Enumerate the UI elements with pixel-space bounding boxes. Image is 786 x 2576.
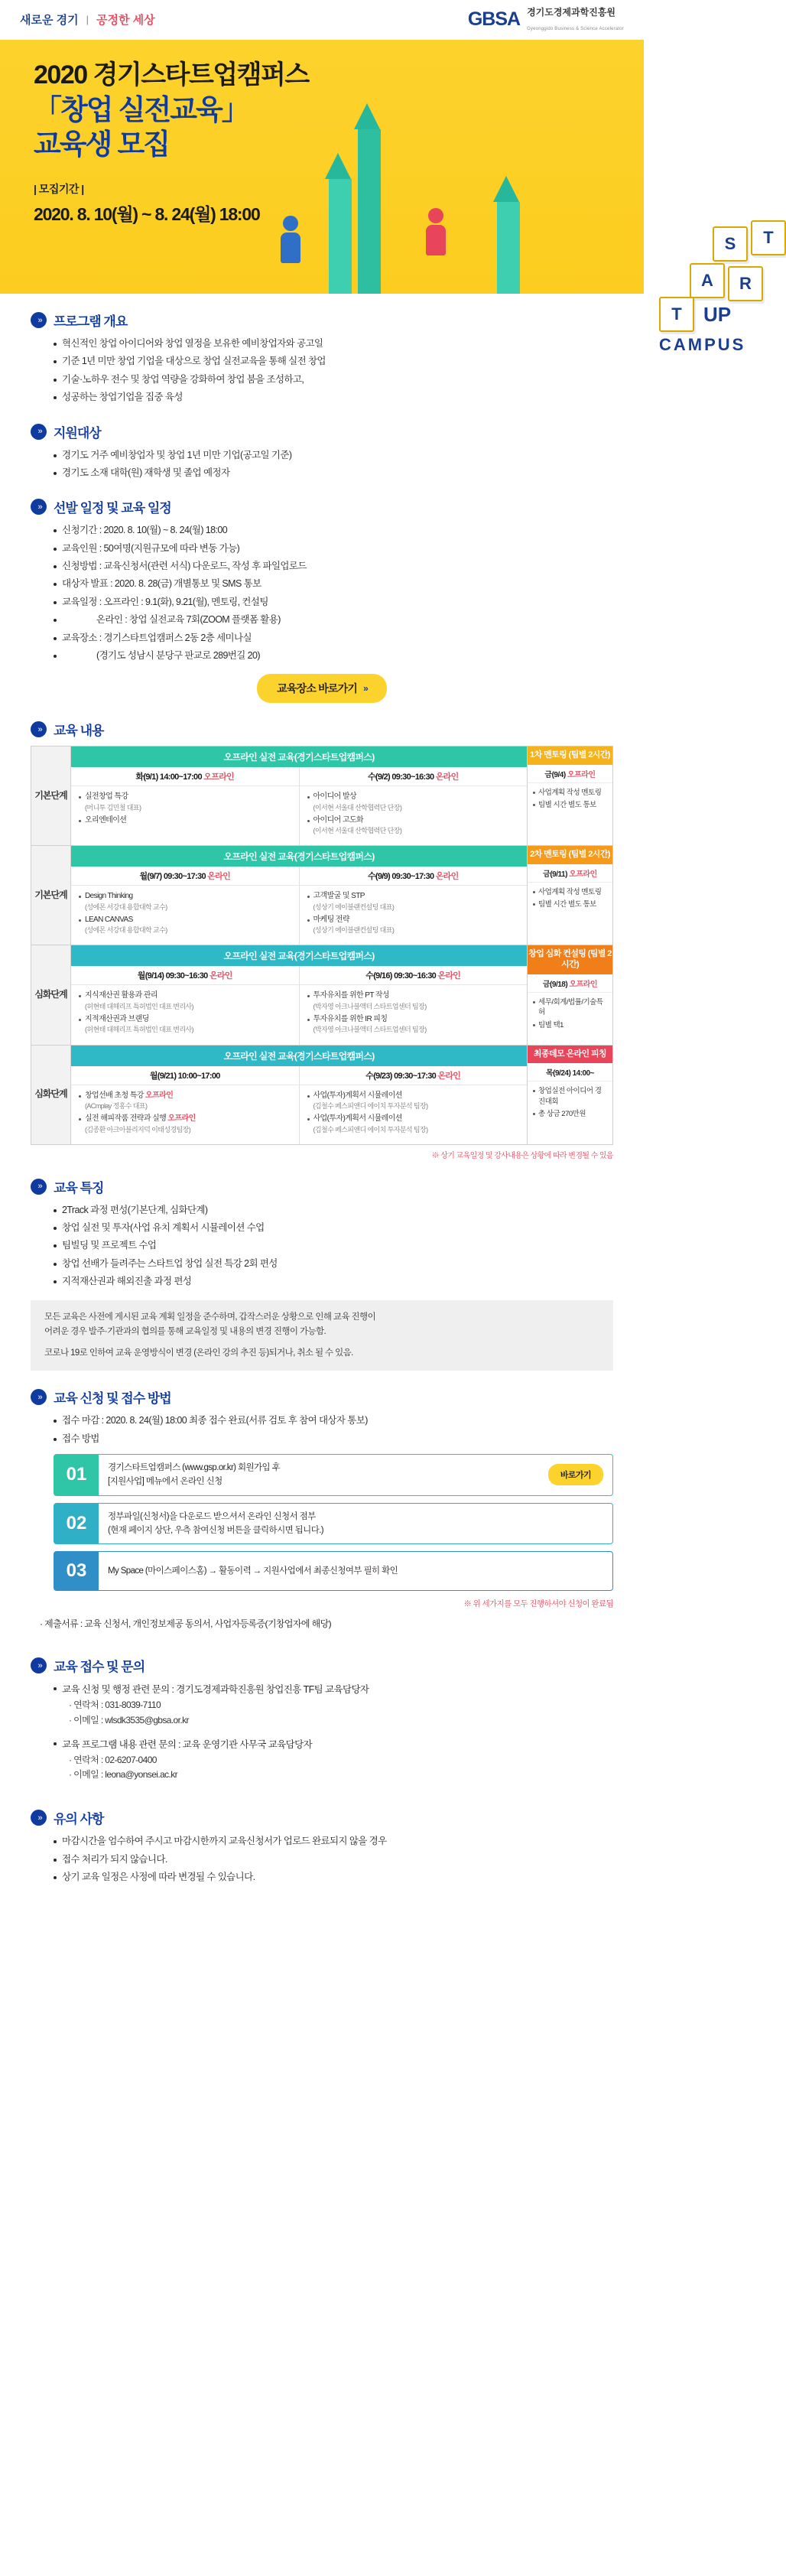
chevron-double-right-icon: » [363, 683, 367, 694]
session-time: 월(9/7) 09:30~17:30 온라인 [71, 867, 299, 886]
section-features [31, 1177, 613, 1371]
step-text [99, 1558, 612, 1584]
list-item: LEAN CANVAS (성에몬 서강대 용합대학 교수) [79, 915, 293, 936]
section-features-title: 교육 특징 [54, 1180, 104, 1195]
gbsa-name-en: Gyeonggido Business & Science Accelerator [527, 26, 624, 31]
row-side [527, 846, 612, 945]
side-date: 금(9/18) 오프라인 [528, 974, 612, 993]
letter-block-r: R [728, 266, 763, 301]
side-date: 목(9/24) 14:00~ [528, 1063, 612, 1081]
session-col [71, 867, 300, 945]
session-time: 수(9/23) 09:30~17:30 온라인 [300, 1066, 528, 1085]
chevron-double-right-icon: » [31, 499, 47, 515]
side-heading: 1차 멘토링 (팀별 2시간) [528, 746, 612, 765]
map-link-label: 교육장소 바로가기 [277, 682, 358, 695]
table-row [31, 945, 612, 1045]
row-main [71, 1046, 527, 1144]
step-line: [지원사업] 메뉴에서 온라인 신청 [108, 1477, 222, 1487]
letter-block-a: A [690, 263, 725, 298]
section-caution-header [31, 1808, 613, 1827]
list-item: 총 상금 270만원 [533, 1109, 607, 1119]
step-number: 02 [54, 1504, 99, 1544]
section-schedule-header [31, 497, 613, 516]
gg-slogan-1: 새로운 경기 [20, 14, 79, 27]
section-target-title: 지원대상 [54, 425, 101, 441]
section-curriculum-title: 교육 내용 [54, 724, 104, 739]
notice-line: 코로나 19로 인하여 교육 운영방식이 변경 (온라인 강의 추진 등)되거나, 취소 될 수 있음. [44, 1348, 353, 1358]
row-main [71, 846, 527, 945]
side-date: 금(9/11) 오프라인 [528, 864, 612, 883]
list-item: 창업선배 초청 특강 오프라인 (ACmplay 정홍수 대표) [79, 1091, 293, 1112]
list-item: 신청방법 : 교육신청서(관련 서식) 다운로드, 작성 후 파일업로드 [54, 559, 613, 574]
chevron-double-right-icon: » [31, 721, 47, 737]
apply-footnote: · 제출서류 : 교육 신청서, 개인정보제공 동의서, 사업자등록증(기창업자에 해당) [40, 1618, 332, 1630]
schedule-place-address: (경기도 성남시 분당구 판교로 289번길 20) [54, 649, 613, 663]
list-item: 2Track 과정 편성(기본단계, 심화단계) [54, 1203, 613, 1218]
hero-period-value: 2020. 8. 10(월) ~ 8. 24(월) 18:00 [34, 203, 260, 224]
section-target-header [31, 422, 613, 441]
list-item: 접수 마감 : 2020. 8. 24(월) 18:00 최종 접수 완료(서류 검토 후 참여 대상자 통보) [54, 1413, 613, 1428]
list-item: 팀빌딩 및 프로젝트 수업 [54, 1238, 613, 1253]
row-side [527, 945, 612, 1044]
top-bar [0, 0, 644, 40]
contact-group-2 [31, 1737, 613, 1782]
row-main-heading: 오프라인 실전 교육(경기스타트업캠퍼스) [71, 945, 527, 966]
caution-list [31, 1834, 613, 1885]
side-date: 금(9/4) 오프라인 [528, 765, 612, 783]
session-col [300, 867, 528, 945]
section-apply-title: 교육 신청 및 접수 방법 [54, 1391, 171, 1407]
list-item: 고객발굴 및 STP (성상기 에이블랜컨설팅 대표) [307, 891, 521, 912]
list-item: 팀별 시간 별도 통보 [533, 800, 607, 810]
poster-body [0, 294, 644, 1932]
chevron-double-right-icon: » [31, 1810, 47, 1826]
gbsa-wordmark: GBSA [467, 8, 521, 30]
list-item: 신청기간 : 2020. 8. 10(월) ~ 8. 24(월) 18:00 [54, 523, 613, 538]
side-heading: 창업 심화 컨설팅 (팀별 2시간) [528, 945, 612, 974]
chevron-double-right-icon: » [31, 1179, 47, 1195]
step-number: 01 [54, 1455, 99, 1495]
session-col [300, 1066, 528, 1144]
session-time: 월(9/14) 09:30~16:30 온라인 [71, 966, 299, 985]
contact-phone: · 연락처 : 02-6207-0400 [69, 1754, 157, 1765]
table-row [31, 846, 612, 945]
list-item: 실전 해피작품 전략과 실행 오프라인 (김종환 아크아블리지덕 이태성경팀장) [79, 1114, 293, 1135]
row-main-heading: 오프라인 실전 교육(경기스타트업캠퍼스) [71, 1046, 527, 1066]
row-main-heading: 오프라인 실전 교육(경기스타트업캠퍼스) [71, 846, 527, 867]
chevron-double-right-icon: » [31, 312, 47, 328]
contact-email[interactable]: · 이메일 : wlsdk3535@gbsa.or.kr [69, 1714, 189, 1725]
hero-title-line3: 교육생 모집 [34, 128, 169, 160]
map-link-button[interactable] [257, 674, 387, 703]
list-item: 사업(투자)계획서 시뮬레이션 (김철수 페스피앤디 에이치 투자분석 팀장) [307, 1114, 521, 1135]
list-item: 사업(투자)계획서 시뮬레이션 (김철수 페스피앤디 에이치 투자분석 팀장) [307, 1091, 521, 1112]
section-schedule [31, 497, 613, 703]
list-item: 기준 1년 미만 창업 기업을 대상으로 창업 실전교육을 통해 실전 창업 [54, 354, 613, 369]
section-contact-header [31, 1656, 613, 1675]
section-contact [31, 1656, 613, 1782]
session-col [71, 1066, 300, 1144]
section-schedule-title: 선발 일정 및 교육 일정 [54, 501, 171, 516]
session-time: 수(9/2) 09:30~16:30 온라인 [300, 767, 528, 786]
go-link-button[interactable]: 바로가기 [548, 1464, 603, 1485]
notice-line: 어려운 경우 발주·기관과의 협의를 통해 교육일정 및 내용의 변경 진행이 가능함. [44, 1327, 326, 1337]
apply-step-3 [54, 1551, 613, 1591]
schedule-online-line: 온라인 : 창업 실전교육 7회(ZOOM 플랫폼 활용) [54, 613, 613, 627]
section-curriculum [31, 720, 613, 1160]
contact-title: 교육 프로그램 내용 관련 문의 : 교육 운영기관 사무국 교육담당자 [54, 1737, 613, 1751]
contact-group-1 [31, 1682, 613, 1727]
list-item: 창업 선배가 들려주는 스타트업 창업 실전 특강 2회 편성 [54, 1257, 613, 1271]
list-item: 투자유치를 위한 IR 피칭 (박자영 아크나블액터 스타트업센터 팀장) [307, 1014, 521, 1036]
cta-wrap [31, 674, 613, 703]
list-item: 성공하는 창업기업을 집중 육성 [54, 390, 613, 405]
side-heading: 2차 멘토링 (팀별 2시간) [528, 846, 612, 864]
table-row [31, 746, 612, 846]
notice-box [31, 1300, 613, 1371]
gbsa-name-block [527, 5, 624, 34]
gbsa-name-kr: 경기도경제과학진흥원 [527, 7, 615, 18]
row-main-heading: 오프라인 실전 교육(경기스타트업캠퍼스) [71, 746, 527, 767]
stage-label: 기본단계 [31, 846, 71, 945]
session-time: 화(9/1) 14:00~17:00 오프라인 [71, 767, 299, 786]
list-item: 사업계획 작성 멘토링 [533, 788, 607, 798]
overview-list [31, 337, 613, 405]
step-line: 경기스타트업캠퍼스 (www.gsp.or.kr) 회원가입 후 [108, 1462, 281, 1472]
apply-steps [31, 1454, 613, 1610]
section-caution [31, 1808, 613, 1885]
list-item: 아이디어 발상 (이서현 서울대 산학협력단 단장) [307, 792, 521, 813]
row-side [527, 746, 612, 845]
list-item: 교육인원 : 50여명(지원규모에 따라 변동 가능) [54, 542, 613, 556]
list-item: 세무/회계/법률/기술특허 [533, 997, 607, 1018]
contact-title: 교육 신청 및 행정 관련 문의 : 경기도경제과학진흥원 창업진흥 TF팀 교육담당자 [54, 1682, 613, 1696]
section-caution-title: 유의 사항 [54, 1812, 104, 1827]
letter-block-t: T [751, 220, 786, 255]
list-item: 지적재산권과 브랜딩 (허현태 대해리프 특허법인 대표 변리사) [79, 1014, 293, 1036]
side-heading: 최종데모 온라인 피칭 [528, 1046, 612, 1064]
apply-redline: ※ 위 세가지를 모두 진행하셔야 신청이 완료됨 [463, 1599, 613, 1609]
hero-title-line2: 「창업 실전교육」 [34, 94, 248, 126]
list-item: 교육장소 : 경기스타트업캠퍼스 2동 2층 세미나실 [54, 631, 613, 646]
hero-word-up: UP [703, 303, 732, 326]
step-text [99, 1455, 548, 1495]
row-main [71, 746, 527, 845]
step-line: 정부파일(신청서)을 다운로드 받으셔서 온라인 신청서 점부 [108, 1511, 316, 1521]
step-line: (현재 페이지 상단, 우측 참여신청 버튼을 클릭하시면 됩니다.) [108, 1526, 324, 1536]
letter-block-s: S [713, 226, 748, 262]
row-side [527, 1046, 612, 1144]
stage-label: 심화단계 [31, 1046, 71, 1144]
row-main [71, 945, 527, 1044]
apply-step-2 [54, 1503, 613, 1545]
contact-email[interactable]: · 이메일 : leona@yonsei.ac.kr [69, 1769, 178, 1781]
list-item: 경기도 거주 예비창업자 및 창업 1년 미만 기업(공고일 기준) [54, 448, 613, 463]
list-item: 교육일정 : 오프라인 : 9.1(화), 9.21(월), 멘토링, 컨설팅 [54, 595, 613, 610]
letter-block-t2: T [659, 297, 694, 332]
notice-line: 모든 교육은 사전에 게시된 교육 계획 일정을 준수하며, 갑작스러운 상황으로 인해 교육 진행이 [44, 1312, 376, 1322]
curriculum-footnote: ※ 상기 교육일정 및 강사내용은 상황에 따라 변경될 수 있음 [431, 1151, 613, 1160]
session-col [300, 966, 528, 1044]
list-item: 투자유치를 위한 PT 작성 (박자영 아크나블액터 스타트업센터 팀장) [307, 990, 521, 1012]
schedule-list [31, 523, 613, 663]
list-item: 오리엔테이션 [79, 815, 293, 827]
features-list [31, 1203, 613, 1290]
section-overview [31, 311, 613, 405]
list-item: 지적재산권과 해외진출 과정 편성 [54, 1274, 613, 1289]
session-time: 수(9/16) 09:30~16:30 온라인 [300, 966, 528, 985]
list-item: 상기 교육 일정은 사정에 따라 변경될 수 있습니다. [54, 1870, 613, 1885]
hero-title-line1: 2020 경기스타트업캠퍼스 [34, 60, 309, 89]
session-col [71, 966, 300, 1044]
list-item: 혁신적인 창업 아이디어와 창업 열정을 보유한 예비창업자와 공고일 [54, 337, 613, 351]
table-row [31, 1046, 612, 1144]
session-time: 월(9/21) 10:00~17:00 [71, 1066, 299, 1085]
stage-label: 기본단계 [31, 746, 71, 845]
apply-step-1 [54, 1454, 613, 1496]
list-item: 창업 실전 및 투자(사업 유치 계획서 시뮬레이션 수업 [54, 1221, 613, 1235]
list-item: 사업계획 작성 멘토링 [533, 887, 607, 897]
list-item: 접수 방법 [54, 1432, 613, 1446]
hero-text [0, 40, 644, 226]
section-apply [31, 1387, 613, 1630]
session-col [71, 767, 300, 845]
list-item: 대상자 발표 : 2020. 8. 28(금) 개별통보 및 SMS 통보 [54, 577, 613, 591]
section-overview-title: 프로그램 개요 [54, 314, 128, 329]
list-item: 실전창업 특강 (머니투 김민철 대표) [79, 792, 293, 813]
list-item: 경기도 소재 대학(원) 재학생 및 졸업 예정자 [54, 466, 613, 480]
gbsa-logo [468, 5, 624, 34]
list-item: Design Thinking (성에몬 서강대 용합대학 교수) [79, 891, 293, 912]
chevron-double-right-icon: » [31, 1657, 47, 1673]
section-curriculum-header [31, 720, 613, 739]
step-number: 03 [54, 1552, 99, 1590]
step-line: My Space (마이스페이스홈) → 활동이력 → 지원사업에서 최종신청여부 필히 확인 [108, 1566, 398, 1576]
list-item: 기술·노하우 전수 및 창업 역량을 강화하여 창업 붐을 조성하고, [54, 372, 613, 387]
section-apply-header [31, 1387, 613, 1407]
session-col [300, 767, 528, 845]
chevron-double-right-icon: » [31, 424, 47, 440]
list-item: 창업실전 아이디어 경진대회 [533, 1086, 607, 1107]
session-time: 수(9/9) 09:30~17:30 온라인 [300, 867, 528, 886]
gyeonggi-logo [20, 11, 155, 28]
chevron-double-right-icon: » [31, 1389, 47, 1405]
curriculum-table [31, 746, 613, 1144]
hero-period-label: | 모집기간 | [34, 182, 84, 195]
target-list [31, 448, 613, 481]
list-item: 팀별 택1 [533, 1020, 607, 1030]
section-features-header [31, 1177, 613, 1196]
section-overview-header [31, 311, 613, 330]
contact-phone: · 연락처 : 031-8039-7110 [69, 1699, 161, 1711]
list-item: 지식재산권 활용과 관리 (허현태 대해리프 특허법인 대표 변리사) [79, 990, 293, 1012]
list-item: 팀별 시간 별도 통보 [533, 899, 607, 909]
gg-slogan-2: 공정한 세상 [96, 14, 155, 27]
section-target [31, 422, 613, 481]
list-item: 마케팅 전략 (성상기 에이블랜컨설팅 대표) [307, 915, 521, 936]
list-item: 접수 처리가 되지 않습니다. [54, 1852, 613, 1867]
list-item: 마감시간을 엄수하여 주시고 마감시한까지 교육신청서가 업로드 완료되지 않을 경우 [54, 1834, 613, 1849]
step-text [99, 1504, 612, 1544]
apply-list [31, 1413, 613, 1446]
list-item: 아이디어 고도화 (이서현 서울대 산학협력단 단장) [307, 815, 521, 837]
section-contact-title: 교육 접수 및 문의 [54, 1660, 145, 1675]
hero-word-campus: CAMPUS [659, 335, 746, 354]
stage-label: 심화단계 [31, 945, 71, 1044]
logo-divider: | [86, 14, 89, 25]
